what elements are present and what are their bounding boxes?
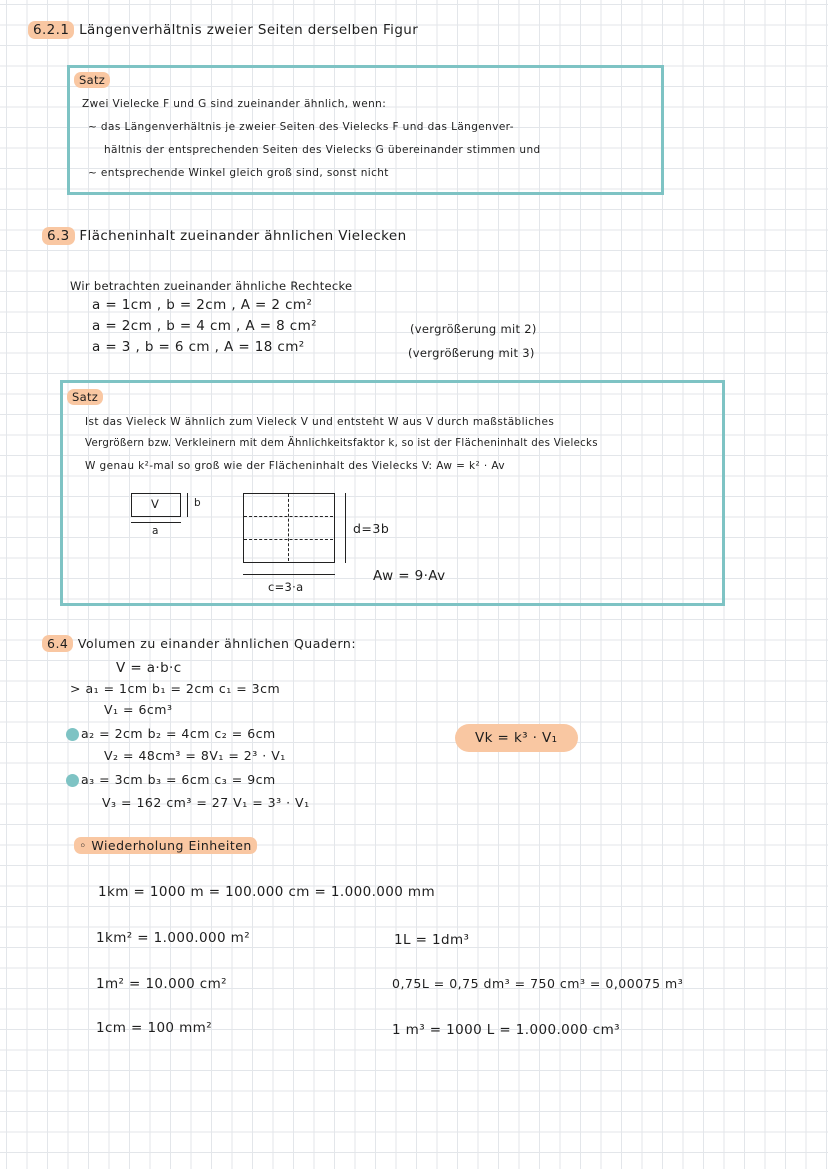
rectangle-row-3: a = 3 , b = 6 cm , A = 18 cm² bbox=[92, 339, 305, 355]
bullet-icon bbox=[66, 728, 79, 741]
theorem-label: Satz bbox=[67, 390, 103, 404]
theorem-label: Satz bbox=[74, 73, 110, 87]
arrow-d bbox=[345, 493, 346, 563]
cuboid-row-1: > a₁ = 1cm b₁ = 2cm c₁ = 3cm bbox=[70, 681, 281, 696]
theorem-line: ~ das Längenverhältnis je zweier Seiten des Vielecks F und das Längenver- bbox=[88, 121, 514, 133]
unit-line-r1: 1L = 1dm³ bbox=[394, 932, 470, 948]
volume-scale-formula: Vk = k³ · V₁ bbox=[455, 724, 578, 752]
arrow-c bbox=[243, 574, 335, 575]
units-heading: ◦ Wiederholung Einheiten bbox=[74, 838, 257, 853]
area-relation: Aw = 9·Av bbox=[373, 568, 446, 584]
unit-line-4: 1cm = 100 mm² bbox=[96, 1020, 213, 1036]
rectangle-row-1: a = 1cm , b = 2cm , A = 2 cm² bbox=[92, 297, 313, 313]
units-title: Wiederholung Einheiten bbox=[91, 838, 252, 853]
section-title: Flächeninhalt zueinander ähnlichen Vielecken bbox=[79, 228, 407, 244]
volume-1: V₁ = 6cm³ bbox=[104, 702, 173, 717]
theorem-line: Zwei Vielecke F und G sind zueinander ähnlich, wenn: bbox=[82, 98, 387, 110]
theorem-line: Ist das Vieleck W ähnlich zum Vieleck V und entsteht W aus V durch maßstäbliches bbox=[85, 416, 555, 428]
cuboid-row-3: a₃ = 3cm b₃ = 6cm c₃ = 9cm bbox=[66, 772, 276, 787]
label-v: V bbox=[151, 497, 160, 511]
label-c: c=3·a bbox=[268, 580, 304, 594]
volume-2: V₂ = 48cm³ = 8V₁ = 2³ · V₁ bbox=[104, 748, 286, 763]
theorem-box-2 bbox=[60, 380, 725, 606]
bullet-icon bbox=[66, 774, 79, 787]
rectangle-w bbox=[243, 493, 335, 563]
scale-note-3: (vergrößerung mit 3) bbox=[408, 346, 535, 360]
cuboid-row-2: a₂ = 2cm b₂ = 4cm c₂ = 6cm bbox=[66, 726, 276, 741]
arrow-a bbox=[131, 522, 181, 523]
theorem-line: Vergrößern bzw. Verkleinern mit dem Ähnlichkeitsfaktor k, so ist der Flächeninhalt des Vielecks bbox=[85, 438, 598, 449]
label-b: b bbox=[194, 497, 202, 509]
theorem-line: W genau k²-mal so groß wie der Flächeninhalt des Vielecks V: Aw = k² · Av bbox=[85, 460, 505, 472]
section-title: Volumen zu einander ähnlichen Quadern: bbox=[77, 636, 357, 651]
unit-line-r2: 0,75L = 0,75 dm³ = 750 cm³ = 0,00075 m³ bbox=[392, 976, 684, 991]
grid-line bbox=[288, 494, 289, 561]
section-6-2-1-heading bbox=[28, 22, 418, 38]
unit-line-r3: 1 m³ = 1000 L = 1.000.000 cm³ bbox=[392, 1022, 620, 1038]
section-number: 6.2.1 bbox=[28, 21, 74, 39]
section-6-4-heading bbox=[42, 636, 356, 651]
section-6-3-heading bbox=[42, 228, 407, 244]
arrow-b bbox=[187, 493, 188, 517]
theorem-line: ~ entsprechende Winkel gleich groß sind, sonst nicht bbox=[88, 167, 389, 179]
intro-text: Wir betrachten zueinander ähnliche Rechtecke bbox=[70, 279, 353, 293]
unit-line-2: 1km² = 1.000.000 m² bbox=[96, 930, 251, 946]
label-a: a bbox=[152, 525, 159, 537]
volume-formula: V = a·b·c bbox=[116, 660, 182, 676]
section-number: 6.4 bbox=[42, 635, 73, 652]
unit-line-3: 1m² = 10.000 cm² bbox=[96, 976, 227, 992]
section-title: Längenverhältnis zweier Seiten derselben Figur bbox=[79, 22, 419, 38]
section-number: 6.3 bbox=[42, 227, 75, 245]
unit-line-1: 1km = 1000 m = 100.000 cm = 1.000.000 mm bbox=[98, 884, 436, 900]
rectangle-row-2: a = 2cm , b = 4 cm , A = 8 cm² bbox=[92, 318, 317, 334]
rectangle-v bbox=[131, 493, 181, 517]
theorem-box-1 bbox=[67, 65, 664, 195]
volume-3: V₃ = 162 cm³ = 27 V₁ = 3³ · V₁ bbox=[102, 795, 310, 810]
label-d: d=3b bbox=[353, 521, 390, 536]
theorem-line: hältnis der entsprechenden Seiten des Vielecks G übereinander stimmen und bbox=[104, 144, 541, 156]
scale-note-2: (vergrößerung mit 2) bbox=[410, 322, 537, 336]
